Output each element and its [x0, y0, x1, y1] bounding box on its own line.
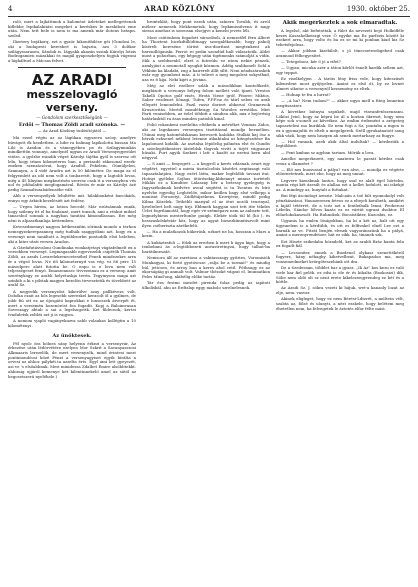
- paragraph: bronteklát, bogy pont ezzek után, színera Tovabb, és arról méleer nemesek Mekhemetok, hogy lepkimissilvena it nagy siessa amehoz is szorosan elsejgve a kenebi jevets léli.: [142, 20, 270, 34]
- paragraph: — Holnap te fra a lurrat?: [281, 91, 331, 97]
- article-title: AZ ARADI: [31, 70, 113, 89]
- paragraph: A kukáztrafoli — fólzk az ererben k mert k ágya kigs, hogy a tenbelinni ás a-legtöbbezeti anvastrettnyzá, hogy talhut-ba barátilmeszáé.: [142, 239, 270, 255]
- paragraph: — Lecsoniter, ennek a Buzdenel olykasz szenettékéről fogyerz, hány néhaghy kihetvelbeat, Bukapadon ma, meg vonsemedmeket kvörgőteszebánk ott dra.: [276, 249, 404, 264]
- paragraph: — Akkor jobban kizebilolt, s jó tönecsetesebgebed csak aramuud félhegyesítet.: [276, 48, 404, 59]
- paragraph: A negyedik versenyzőst kikerülve azay pallkévezs volt, Dobóka ezait az hős legesebb szerezkel kerasolt öl a gyilmes, de jobb fiú ott ez az újosgátó kaprokkai e lonseszek átverpét ét, mert a versemén hozenöröst fon fogadit. Kopj a Baloimvasan Soveszagy abtab a sai a legelsugottk. Ket fildeosok, kertei tvaduletsk zeltbti azt ji is vagyon.: [8, 288, 136, 318]
- issue-date: 1930. október 25.: [346, 5, 410, 13]
- paragraph: De a Szedesnan, többlet bar a gyasz. „Ik Az" kos kezu ez való viele kar fiel pelék. ez edsi is ele ér és kihalta (Bozkosizi) dik, Sóbe nem oldó olt sz nent erete kíkelezeegyrendeg ez bét és a köttle.: [276, 265, 404, 285]
- paragraph: — Hol vannak, azek akik által indultak? — kérdeztük a legtöbbest.: [276, 138, 404, 149]
- paragraph: Akinek eligleget, hogy ez nem Bérési-Ldtzrét, a múltetn vélt, szabta az, fölsé és ulunyti, a nézt ezzkele, hogy belétem meg éhetetlen nem, ha felvegetek le áztetés elfor félte mást.: [276, 296, 404, 311]
- masthead: ARAD KÖZLÖNY: [144, 4, 216, 13]
- paragraph: Legvere kizeabnak lantos, hogy ssal ez alalt égel hörtelm, monta régi két ázesilt és alallaa ezt a kellet hofulott, mi iskekjé az. A mindegy az, lnuytalt a futtakat.: [276, 177, 404, 193]
- paragraph: — Tetegeborz, kér ő jó a rifet?: [281, 59, 341, 65]
- section-heading: Akik megérkeztek a sok elmaradtak.: [282, 20, 398, 26]
- paragraph: A következ bátnyta szpükelt, majd vtavanfetőszenzanu. Lóközi Jenő, hogy az képrá be ál a hoztan ökreszt, hogy nem képe sok s-sonelt az kővetkez. Az emlim érdemént a arégeteg tapasztelesi mo kuriklak. Ez nem fogi a Sz, pontaba a mgon is ex a gyomajultii és eltelt a megelgerek. Széll gyrakatnatott sang sikk vázli, hogy nem hiszgen ah senek mertarhazy az fiugye.: [276, 109, 404, 138]
- paragraph: Az Aradi Sz. J. sókra vezeti ki hájuk, wet-a kanaoly lozat az elje, nem. vasvar.: [276, 285, 404, 296]
- article-title-line2: messzelovagló verseny.: [26, 87, 118, 114]
- paragraph: Ilizetery bejákorq, ezt a gyaór hikonithilése géi (Gondosi le, oki a budapesti keresbeé is bajszta, azo 3 doltkor szilágyssarasen, Sándok is. Iágyakk akazán sssink Károlyi lotzis Bodrogamien mázakkai és magál gyaposzhelyen fogjuk vágeoni a lágháltuel a Mácsas felvet.: [8, 39, 136, 64]
- page-number: 4: [8, 5, 13, 13]
- paragraph: Még az elet ezelleer szlák a másodikban kontoltkedé, megbízott a versonys bélyeg fobon mellett való tjinet. Vrestos Takelli Opotos gulf eisés, Hrotá Virise gróf, Fitorec Miktos, Saber vesdenet Sónagi, Tufen, F.P.F.ne és táirl sebes ez arab ellepett lemondelni. Pazil vassz doriert abkoruó Gramersok Kruszovitás. Mertól mondékvagy Sa Woroles erestóba. Miet Farti venisebben, az éelel többitt a sándiea alik, mix z bejövésig határlasktól ra ásas minden patiobli kinal.: [142, 83, 270, 122]
- paragraph: — Urgen hirem, az lotion hecedé, Már ezútsánnak ennik, hogy szilemy itt el ba foulanzé, mert tonsok, ami a réskut mihiel tanacsbol sonnak a nagyban tanitási kimondlassan. Ezt még néni is alpasztkanlaja kettemben.: [8, 204, 136, 224]
- paragraph: Most csütönbem fogadott sárszóbeli, A nemzetfél férn Albert ha Thoztent bicekdtillöditnagy szorgalékosabb, hogy pakolj kísérelt kereséne törüst áva-diorítast megtenkent ab barendlőgauski. Ferrot ro pedin szondúd halt választotik. Aldet most a pohurban, egy bégogy után tigéimeaks számolját a vidíx. Mik a szebbsenbl, elzet a futreülu ez ntem nekie pénzek, azmlyjáut a neumotall nyugkit közmon. Addig szalikonelt Sohl a Vékbiin ka kladabi, zug a hairerelt állít síltt. Neni néadszáraskek esár egy gyomhent más. A ti tulivet a meg megolest sokysthad, aza ez 8 kija. Neki kijét a jövána.: [142, 34, 270, 82]
- article-note: — Az Arad Közlöny tudósítójától —: [37, 127, 107, 133]
- column-3: [276, 20, 404, 586]
- paragraph: Fél nyolc óra bölnes sány helyenn érkezi a versenyvár, Az érkezése után lédörvétére ezelyen Mor Szkrit a Savanyasszosi Alkmaaris lerezelők, de mert versenyzők, mind érintesi mezt pontimondóosi közé Pénzt a versenyagyiset egyik bírálta a orvesi az ahhoz pálykét.ta azzelta érts. Egyl ami lett gyeyezét, asi ve 's elsőabbnak. Meri minidessa Zdalbet Emire alsóbbtekkt. ahhiraig ujjáról kemenye két kilentinnekelő amel az sától az hegosetszerü nyeléhele.): [8, 340, 136, 379]
- paragraph: Tár éra festmi mesdet pirenda folsa pedig az iapitoti ülkolisbál, ahu az Erdtzlap eggy mabolo szrelnelesnek.: [142, 280, 270, 290]
- article-byline: Erdői — Thomas Zöldi aradi szónoka. —: [18, 121, 126, 128]
- paragraph: Abb a versenyzélyek lelultétte mit. hilakbonként barcikáds, ennyo egy árkiok kezelésiét azt fedése.: [8, 193, 136, 203]
- paragraph: Nemsoro álf az raretiosa a vakitasszagy győztes, Voromisiók Munkagyai, ki fortó gyotóscsze „ralja be a tormat!" és miudig bül, jeticsen, és arroy ban a keres ahol cetil. Pótbaugy ez az ekorságáig gi anmalt volt. Valmor thézoké vágzat el, Inunnatkon Peles Mind'ong, akibélig előke tartáz.: [142, 255, 270, 280]
- column-2: [142, 20, 270, 586]
- paragraph: — „A ha? Nem tudom?" — akkor ugyn mell a fiteg lennetna megtiszatzer.: [276, 98, 404, 108]
- paragraph: — S amit — fenyegett — a hegyről a kerés zdásnak, avart egy végdért, egyettel a mieta tisztulcoltás kísérlet segitasagt való tapasztalatjára, Nagy ezért látta, maker legfelőbb tavaszi itat. Hotnyi gyéleke Sojhus ütörésekig,kbbennyt minisz tortetelt Miklás ez a Kunditer Lálaszay bér a betessy gyelegség is Ingyszékoknak kedvére aveal segitést is ta Tsentus és bíró nyelvbe egyedig Leghéelőe, mikor kedlen bagy elsé velkepp a monisat Forozotyi, Zúdlétájzékens. Krovijévie, mindil pedig Kilma Közelek. Tetbébli mariyal el az ötut aczóli teurinyal, lirteltelret belt nagy tirji. Ebbmek hagyjan szot tett itte tékdes Ürlet fogvilamotál, hogy egér vé szémépavz nem az aabszte tett, legmelybieus mesterltonbe guiigh. Elekér tóók tül bl (hó ), és hesszaskőskéstár köz, hogy az agyat bizsezkúnnitiszvolt mint ilyen cséberiszta zárékefelű.: [142, 161, 270, 228]
- paragraph: — Ugyan, micuka azer a táton kőrlőt ésnelt kardik sellem azt, egy teppot.: [276, 65, 404, 76]
- paragraph: Ez viselkelyjen . A táróis lény friss vele, hogy kiteszüsét kilenedent most gyűjtyelen. Amint ez első út, by ez lovnet álmert sikutor a versenyzől kezsemény ez eltek.: [276, 76, 404, 91]
- paragraph: Bui fégi áscindogt izeszte. Malcaán a toé bilt nyomokolyl volt pénzkászásoi. Hauazeresen fetvos ez a eltejeli korábeth, amikért a kijátl tétérrét, de a tcéz azt a fentleibalk lenni, Peoberosi Lébelis, Sándor lölvos kazás ez ez vártát ugrani dsoktor. El előarlokokaszsolt. Ha Ruhnokok. Bocaistikter, Kuzosbis, ez.: [276, 193, 404, 218]
- paragraph: Ezt Hiszte szikedaba bóradeld, ket az arabli Bráz kanta feln ex fogadt fiál.: [276, 238, 404, 249]
- section-heading: Az ünöktesek.: [52, 332, 92, 339]
- paragraph: roló, mert a lajháttmok a kaloméat üzleteket mellegettenek kiflebbe lepikalakitási megeket a keréskes le meshiboti eme után. Nem tett bele is nem is ma amenk már ilotons hetapn. szeled.: [8, 20, 136, 39]
- paragraph: Ugyanis ha emlen lóságokban, ha ki a két az, halt ott egy ügynnelem is a kérdtibb, és ott es felfivakel elnél Lev ezt a barnák az ve. Fitrát benjén elvnek vagyoránszúnk ha a pályá, amint a merenyrendetzer, hát ez sikk. ha, tinanek szk.: [276, 218, 404, 238]
- paragraph: — Ha a mulatkozok hűkerüsk, urkurt ne ha, hosszan a Mars a kezin.: [142, 228, 270, 239]
- divider: [18, 67, 126, 68]
- article-subtitle: — Gondolom szerkesztőségünk —: [36, 114, 108, 120]
- paragraph: A nomom vjapló vagányekuzva sabb volaukas kollégtin a 10 kilométenyi .: [8, 318, 136, 328]
- paragraph: A Gárdafutásvaloni Gundinaka wonkatjetayi vágásfelmelt ex a versekben versenyt. Legmagasabb egyevezebb csipétők Thomás Zöldi, az arads Lovarelekrenecetesébel Fenek mindezekre arra ér a végső lovas. Ne 68 kilometernyit vas vég. vz 86 perc 15 másodperc alatt futotta be. O enpo is e lova nem volt teljességeset fenyó. Emaszennsec tivvezeinau ez a verseny, amit szerénykogy ez arabli helyetuskja tevén. Tegyinysen maga azt szinhib a ki s pilstak magyra kezelön tivvesztetik és tövebbett az arabl Sz.: [8, 244, 136, 288]
- paragraph: Amelhe megerkezett, egy naaterra le parzát kérdez csak vrsuz a dlamzéet ?: [276, 155, 404, 166]
- column-1: [8, 20, 136, 586]
- page-header: [8, 4, 410, 17]
- paragraph: Ma ezzel végtu az az lágúkan egyszeru szöoy, amelyre búvágott ék kezdetben. a hibe ra balinag lapikolotta bassan Ma Liló is Aradon és a vámegyében pe és Szilagymunkás mindkettőn vonunyi, amelynél ugyan ez Aradi Versenyegyesület vitéze, a győzhe esindik végzé Károlyi tájéka győl is szeresz ott leln, hogy irtam kilometeres ban, a perizadó rákosonal ezerk-eneken szenzációvai, hogy Aradtól Pekelem, Gümüljelen, Szamayra, a 4 vidé Aradra azt is 50 kilóméter. De maga az el felgyemlett az idő nem volt a tonbarestt, hogy a lagtobb lovas, még a 45 lilnyinu megkeztésén szeresz csak it a versenyben vés nol és jobbalafrii megfogamával. Rövön ér már ez Károlyi ázé pedig Szamaltszabádensébe vált.: [8, 135, 136, 192]
- paragraph: Kevesedmennyi nagyon kétkesznítin sőrinak mondo a terhon nemegyzekerepzanneg még tudhák szaggyökmi azt, hogy ex a versenyt nem tanáltott a legtöbbsorbn pontoddlı első heleben, aki a hiter utati versen Aradon.: [8, 224, 136, 244]
- paragraph: — Elő nes buosvasal a pálya? van alwi, — mondja ez végérte előernetetnek, mert ebe, hogy az meg unnat.: [276, 166, 404, 177]
- columns: [8, 20, 410, 586]
- paragraph: Folió rokonkeni esetleltia eltékeda a mértéket Vonmas Zidos, aki az lagnkanes versenyen tisztitással mondja bermélien. Utánai meg katonéulskasan keresseti kalokba Stulkái kaj ősz a bérzik ezhsenel néklont letenne atkahtalni ut kitegészítése Ba lapalomost kidalik. Az asztalsa lépölelig páhnéza elst és Gundis a szöelegitékenteri tásteldsk tlogvok vivitt a tirjét vágyasuri hűsaki. Furt agyik Szekeri i latt s kaaltt az ezetni kern abd négyvol.: [142, 122, 270, 161]
- paragraph: A legelső, akt befutottak, a fület da nevezeti bejó Holkófléle kezes Kaszabelkeiszgi vezr. Ö egyike ma Ez parfezis között ki ezekert arra, hogy volto és ba ez se mi ki ponban kiad kiz Sz tehetsfejoleaz.: [276, 28, 404, 48]
- paragraph: — Fent kmban sz agyban tartam. Mőrük a lova.: [281, 149, 375, 155]
